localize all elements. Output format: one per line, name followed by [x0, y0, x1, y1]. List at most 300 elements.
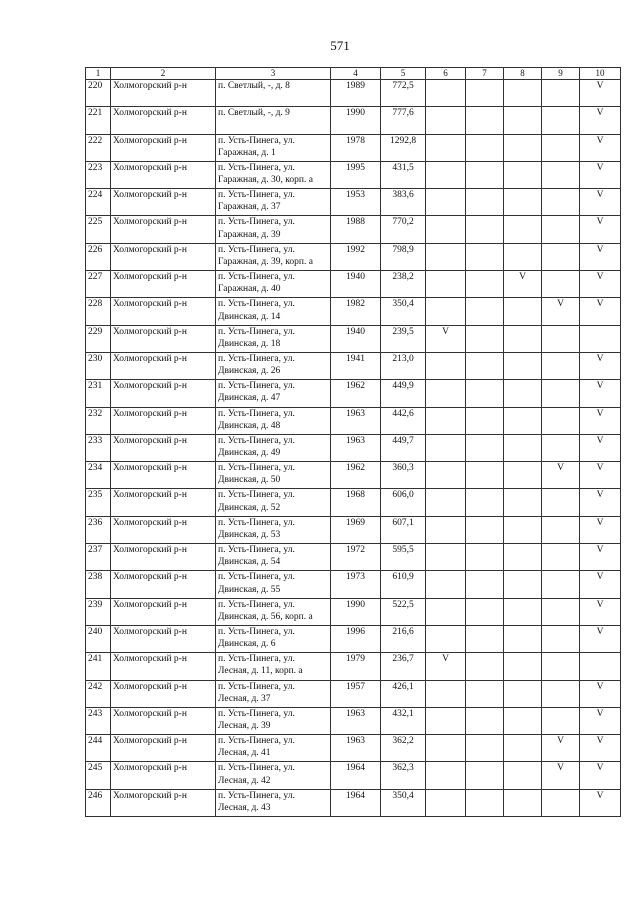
mark-col-8: V	[504, 271, 542, 298]
address-line-2: Двинская, д. 26	[218, 366, 281, 377]
year-cell: 1990	[331, 598, 381, 625]
row-number: 228	[86, 298, 111, 325]
area-cell: 383,6	[381, 189, 426, 216]
district-cell: Холмогорский р-н	[111, 789, 216, 816]
address-line-2: Гаражная, д. 39	[218, 229, 281, 240]
mark-col-8	[504, 216, 542, 243]
address-line-2: Лесная, д. 11, корп. а	[218, 666, 303, 677]
area-cell: 431,5	[381, 161, 426, 188]
address-cell	[216, 516, 331, 543]
district-cell: Холмогорский р-н	[111, 571, 216, 598]
mark-col-9	[542, 161, 580, 188]
mark-col-7	[466, 407, 504, 434]
mark-col-10	[580, 653, 621, 680]
row-number: 220	[86, 80, 111, 107]
address-line-1: п. Усть-Пинега, ул.	[218, 517, 295, 528]
row-number: 246	[86, 789, 111, 816]
mark-col-9	[542, 571, 580, 598]
address-line-1: п. Усть-Пинега, ул.	[218, 708, 295, 719]
mark-col-10: V	[580, 489, 621, 516]
district-cell: Холмогорский р-н	[111, 462, 216, 489]
district-cell: Холмогорский р-н	[111, 380, 216, 407]
mark-col-9	[542, 544, 580, 571]
address-cell	[216, 625, 331, 652]
area-cell: 798,9	[381, 243, 426, 270]
mark-col-7	[466, 380, 504, 407]
mark-col-7	[466, 680, 504, 707]
address-line-1: п. Усть-Пинега, ул.	[218, 244, 295, 255]
district-cell: Холмогорский р-н	[111, 544, 216, 571]
mark-col-10: V	[580, 352, 621, 379]
address-cell	[216, 462, 331, 489]
mark-col-10: V	[580, 189, 621, 216]
mark-col-10: V	[580, 243, 621, 270]
address-cell	[216, 352, 331, 379]
mark-col-9	[542, 380, 580, 407]
mark-col-8	[504, 243, 542, 270]
mark-col-10: V	[580, 107, 621, 134]
address-line-1: п. Усть-Пинега, ул.	[218, 353, 295, 364]
district-cell: Холмогорский р-н	[111, 325, 216, 352]
mark-col-6	[426, 161, 466, 188]
mark-col-6	[426, 80, 466, 107]
mark-col-10: V	[580, 434, 621, 461]
district-cell: Холмогорский р-н	[111, 407, 216, 434]
mark-col-7	[466, 434, 504, 461]
row-number: 240	[86, 625, 111, 652]
mark-col-8	[504, 489, 542, 516]
mark-col-8	[504, 653, 542, 680]
table-row	[86, 489, 621, 516]
mark-col-7	[466, 298, 504, 325]
district-cell: Холмогорский р-н	[111, 434, 216, 461]
column-header: 8	[504, 68, 542, 80]
mark-col-6	[426, 407, 466, 434]
mark-col-10: V	[580, 544, 621, 571]
address-cell	[216, 161, 331, 188]
address-cell	[216, 680, 331, 707]
year-cell: 1957	[331, 680, 381, 707]
row-number: 243	[86, 707, 111, 734]
district-cell: Холмогорский р-н	[111, 134, 216, 161]
mark-col-6	[426, 544, 466, 571]
mark-col-10: V	[580, 134, 621, 161]
mark-col-6	[426, 598, 466, 625]
registry-body	[86, 80, 621, 817]
mark-col-9	[542, 216, 580, 243]
address-line-1: п. Светлый, -, д. 8	[218, 81, 290, 91]
year-cell: 1964	[331, 762, 381, 789]
district-cell: Холмогорский р-н	[111, 271, 216, 298]
mark-col-8	[504, 298, 542, 325]
housing-registry-table	[85, 67, 621, 817]
table-row	[86, 352, 621, 379]
mark-col-9	[542, 680, 580, 707]
year-cell: 1995	[331, 161, 381, 188]
mark-col-9	[542, 707, 580, 734]
mark-col-10: V	[580, 789, 621, 816]
mark-col-8	[504, 680, 542, 707]
mark-col-7	[466, 243, 504, 270]
address-line-2: Двинская, д. 52	[218, 502, 281, 513]
mark-col-7	[466, 762, 504, 789]
address-line-1: п. Усть-Пинега, ул.	[218, 463, 295, 474]
mark-col-6	[426, 462, 466, 489]
address-line-2: Лесная, д. 39	[218, 721, 271, 732]
row-number: 239	[86, 598, 111, 625]
mark-col-8	[504, 325, 542, 352]
address-line-2: Двинская, д. 48	[218, 420, 281, 431]
address-cell	[216, 762, 331, 789]
mark-col-7	[466, 735, 504, 762]
address-cell	[216, 216, 331, 243]
address-line-2: Гаражная, д. 1	[218, 147, 276, 158]
mark-col-9: V	[542, 298, 580, 325]
mark-col-8	[504, 434, 542, 461]
mark-col-10: V	[580, 571, 621, 598]
mark-col-9	[542, 789, 580, 816]
area-cell: 216,6	[381, 625, 426, 652]
column-number-row	[86, 68, 621, 80]
address-cell	[216, 434, 331, 461]
address-cell	[216, 325, 331, 352]
mark-col-8	[504, 762, 542, 789]
area-cell: 607,1	[381, 516, 426, 543]
year-cell: 1963	[331, 434, 381, 461]
mark-col-6	[426, 735, 466, 762]
address-cell	[216, 707, 331, 734]
mark-col-10	[580, 325, 621, 352]
address-line-1: п. Усть-Пинега, ул.	[218, 626, 295, 637]
mark-col-8	[504, 80, 542, 107]
mark-col-10: V	[580, 680, 621, 707]
district-cell: Холмогорский р-н	[111, 298, 216, 325]
area-cell: 770,2	[381, 216, 426, 243]
address-line-2: Двинская, д. 54	[218, 557, 281, 568]
column-header: 2	[111, 68, 216, 80]
row-number: 238	[86, 571, 111, 598]
mark-col-8	[504, 352, 542, 379]
column-header: 5	[381, 68, 426, 80]
column-header: 10	[580, 68, 621, 80]
address-cell	[216, 571, 331, 598]
mark-col-10: V	[580, 407, 621, 434]
area-cell: 426,1	[381, 680, 426, 707]
mark-col-9: V	[542, 462, 580, 489]
address-line-2: Лесная, д. 41	[218, 748, 271, 759]
row-number: 230	[86, 352, 111, 379]
mark-col-10: V	[580, 598, 621, 625]
mark-col-8	[504, 544, 542, 571]
row-number: 232	[86, 407, 111, 434]
mark-col-8	[504, 735, 542, 762]
mark-col-6	[426, 489, 466, 516]
address-line-1: п. Усть-Пинега, ул.	[218, 654, 295, 665]
address-cell	[216, 407, 331, 434]
district-cell: Холмогорский р-н	[111, 707, 216, 734]
row-number: 245	[86, 762, 111, 789]
mark-col-8	[504, 107, 542, 134]
mark-col-7	[466, 271, 504, 298]
mark-col-10: V	[580, 298, 621, 325]
address-line-1: п. Усть-Пинега, ул.	[218, 272, 295, 283]
column-header: 1	[86, 68, 111, 80]
area-cell: 522,5	[381, 598, 426, 625]
year-cell: 1978	[331, 134, 381, 161]
address-line-2: Гаражная, д. 30, корп. а	[218, 175, 313, 186]
mark-col-10: V	[580, 462, 621, 489]
row-number: 242	[86, 680, 111, 707]
mark-col-9	[542, 107, 580, 134]
address-line-1: п. Усть-Пинега, ул.	[218, 135, 295, 146]
address-line-2: Двинская, д. 56, корп. а	[218, 611, 313, 622]
address-cell	[216, 598, 331, 625]
page-number: 571	[330, 38, 350, 53]
area-cell: 350,4	[381, 298, 426, 325]
mark-col-9	[542, 625, 580, 652]
mark-col-8	[504, 462, 542, 489]
address-line-1: п. Усть-Пинега, ул.	[218, 490, 295, 501]
mark-col-7	[466, 462, 504, 489]
address-line-1: п. Усть-Пинега, ул.	[218, 599, 295, 610]
mark-col-7	[466, 489, 504, 516]
area-cell: 610,9	[381, 571, 426, 598]
district-cell: Холмогорский р-н	[111, 352, 216, 379]
mark-col-6	[426, 134, 466, 161]
mark-col-8	[504, 407, 542, 434]
year-cell: 1988	[331, 216, 381, 243]
address-line-1: п. Усть-Пинега, ул.	[218, 408, 295, 419]
area-cell: 236,7	[381, 653, 426, 680]
area-cell: 442,6	[381, 407, 426, 434]
district-cell: Холмогорский р-н	[111, 216, 216, 243]
table-row	[86, 189, 621, 216]
mark-col-7	[466, 598, 504, 625]
mark-col-6	[426, 352, 466, 379]
address-line-2: Лесная, д. 37	[218, 693, 271, 704]
row-number: 229	[86, 325, 111, 352]
mark-col-6	[426, 571, 466, 598]
mark-col-7	[466, 516, 504, 543]
mark-col-6	[426, 789, 466, 816]
mark-col-10: V	[580, 762, 621, 789]
address-line-2: Двинская, д. 49	[218, 448, 281, 459]
address-line-1: п. Усть-Пинега, ул.	[218, 326, 295, 337]
row-number: 236	[86, 516, 111, 543]
table-row	[86, 271, 621, 298]
mark-col-6	[426, 625, 466, 652]
address-line-1: п. Усть-Пинега, ул.	[218, 381, 295, 392]
mark-col-9	[542, 325, 580, 352]
area-cell: 449,7	[381, 434, 426, 461]
row-number: 241	[86, 653, 111, 680]
address-line-1: п. Усть-Пинега, ул.	[218, 681, 295, 692]
year-cell: 1963	[331, 707, 381, 734]
table-row	[86, 625, 621, 652]
table-row	[86, 680, 621, 707]
address-line-2: Лесная, д. 42	[218, 775, 271, 786]
address-line-2: Двинская, д. 18	[218, 338, 281, 349]
area-cell: 362,3	[381, 762, 426, 789]
address-line-1: п. Усть-Пинега, ул.	[218, 217, 295, 228]
mark-col-7	[466, 653, 504, 680]
row-number: 223	[86, 161, 111, 188]
address-line-2: Гаражная, д. 40	[218, 284, 281, 295]
year-cell: 1996	[331, 625, 381, 652]
address-cell	[216, 243, 331, 270]
mark-col-8	[504, 625, 542, 652]
year-cell: 1953	[331, 189, 381, 216]
mark-col-7	[466, 161, 504, 188]
year-cell: 1940	[331, 271, 381, 298]
mark-col-7	[466, 544, 504, 571]
mark-col-8	[504, 189, 542, 216]
table-row	[86, 407, 621, 434]
mark-col-9	[542, 434, 580, 461]
address-cell	[216, 189, 331, 216]
year-cell: 1968	[331, 489, 381, 516]
row-number: 237	[86, 544, 111, 571]
column-header: 3	[216, 68, 331, 80]
address-line-1: п. Усть-Пинега, ул.	[218, 435, 295, 446]
area-cell: 238,2	[381, 271, 426, 298]
table-row	[86, 243, 621, 270]
mark-col-10: V	[580, 216, 621, 243]
district-cell: Холмогорский р-н	[111, 735, 216, 762]
column-header: 9	[542, 68, 580, 80]
table-row	[86, 598, 621, 625]
address-line-1: п. Усть-Пинега, ул.	[218, 572, 295, 583]
mark-col-6	[426, 762, 466, 789]
address-line-1: п. Светлый, -, д. 9	[218, 108, 290, 119]
address-cell	[216, 107, 331, 134]
mark-col-8	[504, 571, 542, 598]
mark-col-10: V	[580, 625, 621, 652]
address-cell	[216, 544, 331, 571]
mark-col-6	[426, 243, 466, 270]
area-cell: 1292,8	[381, 134, 426, 161]
mark-col-6	[426, 380, 466, 407]
row-number: 233	[86, 434, 111, 461]
district-cell: Холмогорский р-н	[111, 489, 216, 516]
area-cell: 362,2	[381, 735, 426, 762]
address-cell	[216, 789, 331, 816]
table-row	[86, 516, 621, 543]
table-row	[86, 216, 621, 243]
row-number: 234	[86, 462, 111, 489]
district-cell: Холмогорский р-н	[111, 161, 216, 188]
district-cell: Холмогорский р-н	[111, 625, 216, 652]
year-cell: 1979	[331, 653, 381, 680]
address-line-1: п. Усть-Пинега, ул.	[218, 190, 295, 201]
district-cell: Холмогорский р-н	[111, 189, 216, 216]
year-cell: 1962	[331, 380, 381, 407]
year-cell: 1982	[331, 298, 381, 325]
mark-col-10: V	[580, 80, 621, 107]
mark-col-10: V	[580, 707, 621, 734]
mark-col-6: V	[426, 325, 466, 352]
address-line-1: п. Усть-Пинега, ул.	[218, 763, 295, 774]
mark-col-9	[542, 489, 580, 516]
address-line-2: Двинская, д. 53	[218, 529, 281, 540]
row-number: 231	[86, 380, 111, 407]
area-cell: 432,1	[381, 707, 426, 734]
address-cell	[216, 271, 331, 298]
column-header: 4	[331, 68, 381, 80]
year-cell: 1962	[331, 462, 381, 489]
year-cell: 1964	[331, 789, 381, 816]
table-row	[86, 161, 621, 188]
year-cell: 1973	[331, 571, 381, 598]
mark-col-9	[542, 134, 580, 161]
area-cell: 606,0	[381, 489, 426, 516]
mark-col-9	[542, 243, 580, 270]
mark-col-10: V	[580, 735, 621, 762]
address-line-2: Двинская, д. 55	[218, 584, 281, 595]
mark-col-8	[504, 380, 542, 407]
district-cell: Холмогорский р-н	[111, 680, 216, 707]
mark-col-10: V	[580, 271, 621, 298]
mark-col-9	[542, 352, 580, 379]
area-cell: 350,4	[381, 789, 426, 816]
address-line-1: п. Усть-Пинега, ул.	[218, 299, 295, 310]
address-cell	[216, 653, 331, 680]
address-line-1: п. Усть-Пинега, ул.	[218, 162, 295, 173]
area-cell: 449,9	[381, 380, 426, 407]
mark-col-7	[466, 789, 504, 816]
mark-col-6	[426, 680, 466, 707]
row-number: 235	[86, 489, 111, 516]
mark-col-6	[426, 189, 466, 216]
column-header: 6	[426, 68, 466, 80]
mark-col-9	[542, 516, 580, 543]
table-row	[86, 325, 621, 352]
table-row	[86, 462, 621, 489]
address-line-2: Двинская, д. 14	[218, 311, 281, 322]
address-line-1: п. Усть-Пинега, ул.	[218, 545, 295, 556]
year-cell: 1989	[331, 80, 381, 107]
table-row	[86, 707, 621, 734]
year-cell: 1990	[331, 107, 381, 134]
row-number: 225	[86, 216, 111, 243]
row-number: 222	[86, 134, 111, 161]
mark-col-6	[426, 271, 466, 298]
area-cell: 777,6	[381, 107, 426, 134]
address-cell	[216, 80, 331, 107]
address-cell	[216, 735, 331, 762]
mark-col-9	[542, 271, 580, 298]
address-cell	[216, 489, 331, 516]
mark-col-6	[426, 216, 466, 243]
mark-col-7	[466, 80, 504, 107]
row-number: 224	[86, 189, 111, 216]
address-cell	[216, 380, 331, 407]
area-cell: 772,5	[381, 80, 426, 107]
table-row	[86, 762, 621, 789]
district-cell: Холмогорский р-н	[111, 598, 216, 625]
row-number: 244	[86, 735, 111, 762]
address-line-1: п. Усть-Пинега, ул.	[218, 736, 295, 747]
mark-col-8	[504, 134, 542, 161]
area-cell: 213,0	[381, 352, 426, 379]
address-line-2: Двинская, д. 6	[218, 639, 276, 650]
row-number: 227	[86, 271, 111, 298]
table-row	[86, 134, 621, 161]
year-cell: 1963	[331, 735, 381, 762]
district-cell: Холмогорский р-н	[111, 107, 216, 134]
address-line-1: п. Усть-Пинега, ул.	[218, 790, 295, 801]
mark-col-7	[466, 707, 504, 734]
